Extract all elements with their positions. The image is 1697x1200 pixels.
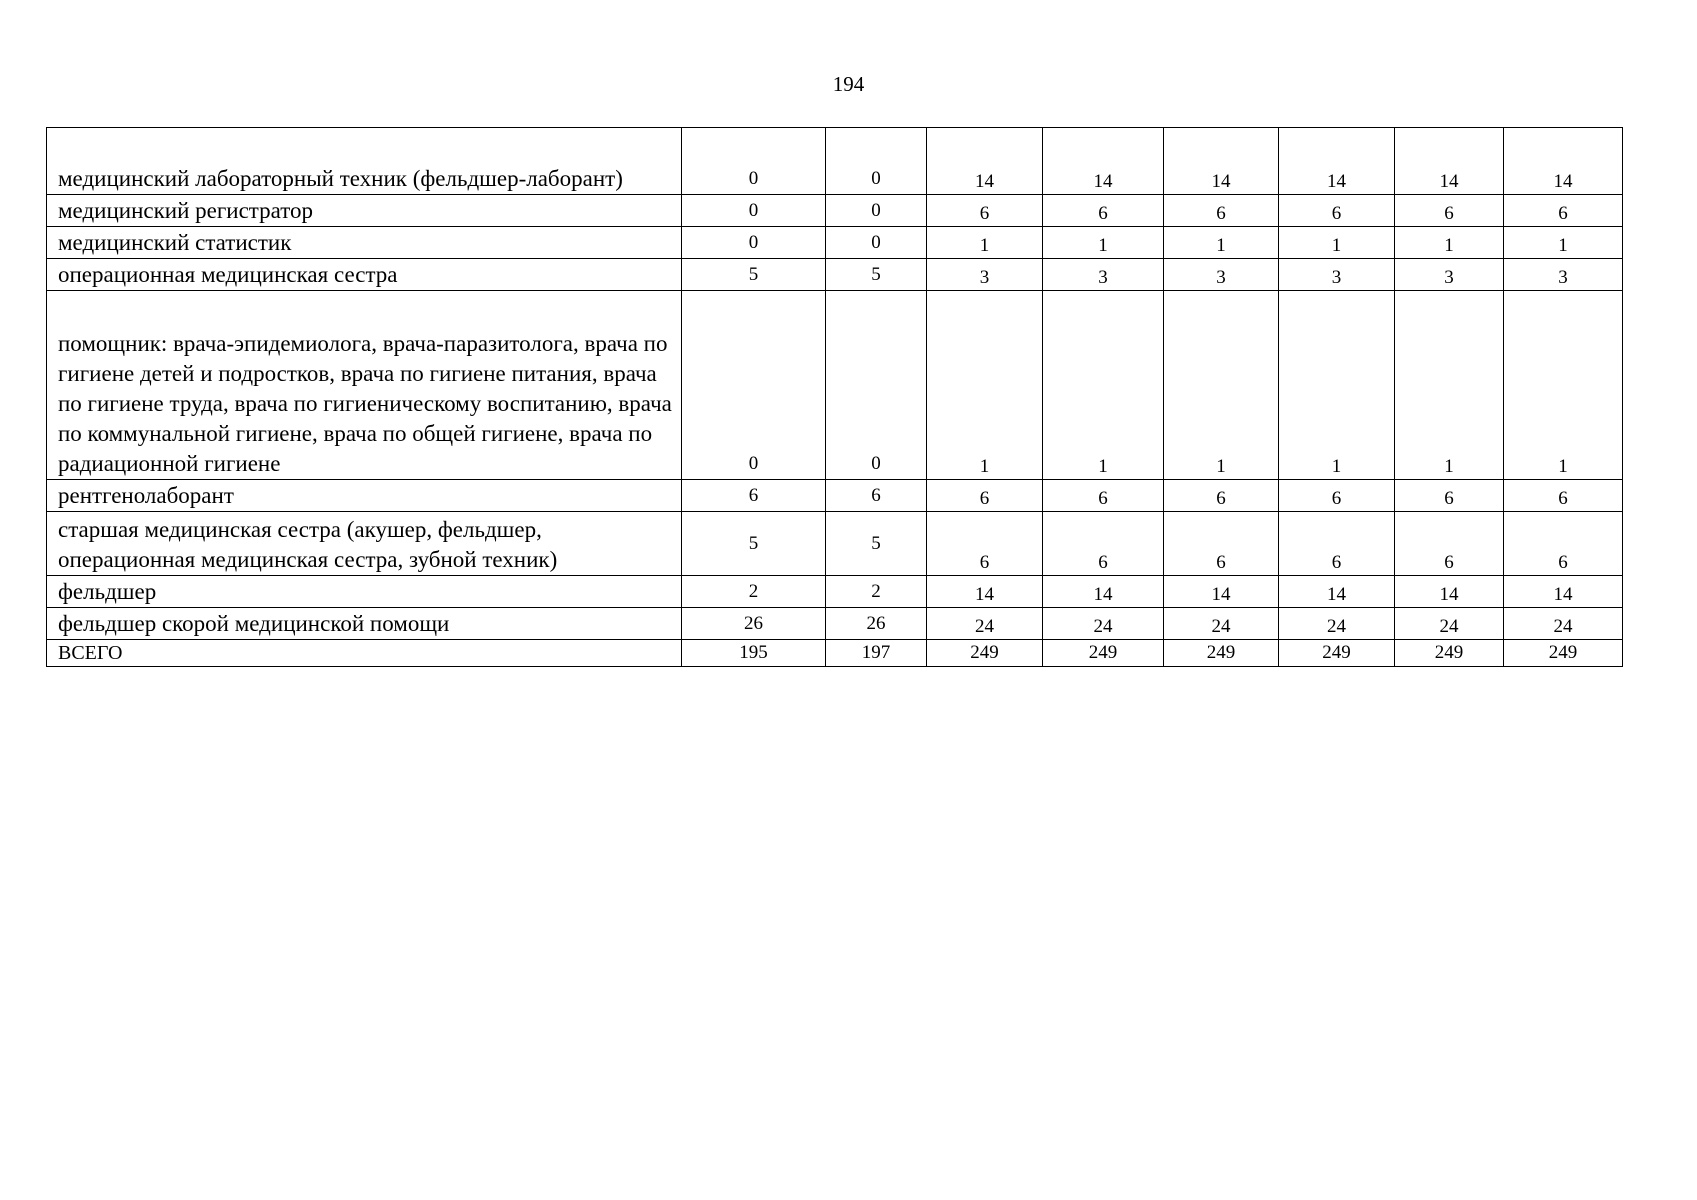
value-cell: 6 — [1043, 195, 1164, 227]
value-cell: 3 — [1164, 259, 1279, 291]
value-cell: 1 — [927, 291, 1043, 480]
total-value: 249 — [1043, 640, 1164, 667]
value-cell: 1 — [1504, 291, 1623, 480]
position-name: помощник: врача-эпидемиолога, врача-паразитолога, врача по гигиене детей и подростков, врача по гигиене питания, врача по гигиене труда, врача по гигиеническому воспитанию, врача по коммунальной гигиене, врача по общей гигиене, врача по радиационной гигиене — [47, 291, 682, 480]
value-cell: 24 — [1043, 608, 1164, 640]
value-cell: 6 — [927, 512, 1043, 576]
value-cell: 14 — [1504, 128, 1623, 195]
page-number: 194 — [832, 72, 865, 96]
value-cell: 14 — [1043, 128, 1164, 195]
position-name: старшая медицинская сестра (акушер, фельдшер, операционная медицинская сестра, зубной техник) — [47, 512, 682, 576]
value-cell: 14 — [927, 128, 1043, 195]
value-cell: 6 — [682, 480, 826, 512]
value-cell: 0 — [826, 291, 927, 480]
value-cell: 14 — [1043, 576, 1164, 608]
total-label: ВСЕГО — [47, 640, 682, 667]
value-cell: 14 — [927, 576, 1043, 608]
position-name: медицинский регистратор — [47, 195, 682, 227]
value-cell: 0 — [826, 128, 927, 195]
table-row — [47, 576, 1623, 608]
value-cell: 0 — [826, 227, 927, 259]
table-row — [47, 128, 1623, 195]
value-cell: 6 — [1043, 480, 1164, 512]
value-cell: 5 — [826, 512, 927, 576]
value-cell: 1 — [1504, 227, 1623, 259]
value-cell: 14 — [1279, 576, 1395, 608]
value-cell: 6 — [1164, 480, 1279, 512]
value-cell: 3 — [927, 259, 1043, 291]
value-cell: 3 — [1043, 259, 1164, 291]
value-cell: 1 — [1043, 291, 1164, 480]
value-cell: 6 — [1504, 512, 1623, 576]
value-cell: 1 — [1395, 291, 1504, 480]
value-cell: 6 — [1043, 512, 1164, 576]
total-row — [47, 640, 1623, 667]
position-name: медицинский лабораторный техник (фельдшер-лаборант) — [47, 128, 682, 195]
value-cell: 6 — [1279, 195, 1395, 227]
value-cell: 1 — [1164, 227, 1279, 259]
table-row — [47, 480, 1623, 512]
value-cell: 0 — [682, 227, 826, 259]
total-value: 249 — [1164, 640, 1279, 667]
value-cell: 5 — [682, 512, 826, 576]
total-value: 249 — [1279, 640, 1395, 667]
value-cell: 24 — [1164, 608, 1279, 640]
value-cell: 6 — [1504, 195, 1623, 227]
value-cell: 0 — [682, 195, 826, 227]
total-value: 249 — [1504, 640, 1623, 667]
value-cell: 14 — [1395, 576, 1504, 608]
value-cell: 24 — [927, 608, 1043, 640]
table-row — [47, 608, 1623, 640]
value-cell: 1 — [1043, 227, 1164, 259]
value-cell: 1 — [1279, 291, 1395, 480]
value-cell: 1 — [1395, 227, 1504, 259]
position-name: медицинский статистик — [47, 227, 682, 259]
position-name: операционная медицинская сестра — [47, 259, 682, 291]
value-cell: 0 — [682, 291, 826, 480]
total-value: 249 — [927, 640, 1043, 667]
table-body — [47, 128, 1623, 667]
value-cell: 24 — [1279, 608, 1395, 640]
value-cell: 3 — [1279, 259, 1395, 291]
value-cell: 6 — [1279, 512, 1395, 576]
value-cell: 5 — [826, 259, 927, 291]
total-value: 195 — [682, 640, 826, 667]
position-name: рентгенолаборант — [47, 480, 682, 512]
total-value: 197 — [826, 640, 927, 667]
value-cell: 0 — [826, 195, 927, 227]
value-cell: 6 — [1395, 512, 1504, 576]
value-cell: 1 — [1279, 227, 1395, 259]
value-cell: 14 — [1164, 128, 1279, 195]
value-cell: 6 — [1395, 195, 1504, 227]
value-cell: 3 — [1504, 259, 1623, 291]
value-cell: 1 — [1164, 291, 1279, 480]
position-name: фельдшер — [47, 576, 682, 608]
value-cell: 5 — [682, 259, 826, 291]
value-cell: 6 — [1279, 480, 1395, 512]
value-cell: 6 — [927, 480, 1043, 512]
value-cell: 14 — [1504, 576, 1623, 608]
value-cell: 6 — [1164, 512, 1279, 576]
value-cell: 24 — [1395, 608, 1504, 640]
value-cell: 6 — [1395, 480, 1504, 512]
value-cell: 14 — [1395, 128, 1504, 195]
value-cell: 1 — [927, 227, 1043, 259]
value-cell: 14 — [1164, 576, 1279, 608]
table-row — [47, 291, 1623, 480]
value-cell: 26 — [826, 608, 927, 640]
value-cell: 0 — [682, 128, 826, 195]
value-cell: 2 — [826, 576, 927, 608]
value-cell: 6 — [1164, 195, 1279, 227]
value-cell: 6 — [1504, 480, 1623, 512]
value-cell: 6 — [826, 480, 927, 512]
value-cell: 24 — [1504, 608, 1623, 640]
total-value: 249 — [1395, 640, 1504, 667]
value-cell: 26 — [682, 608, 826, 640]
table-row — [47, 259, 1623, 291]
table-row — [47, 227, 1623, 259]
table-row — [47, 195, 1623, 227]
value-cell: 2 — [682, 576, 826, 608]
value-cell: 14 — [1279, 128, 1395, 195]
value-cell: 3 — [1395, 259, 1504, 291]
value-cell: 6 — [927, 195, 1043, 227]
position-name: фельдшер скорой медицинской помощи — [47, 608, 682, 640]
table-row — [47, 512, 1623, 576]
staffing-table — [46, 127, 1623, 667]
